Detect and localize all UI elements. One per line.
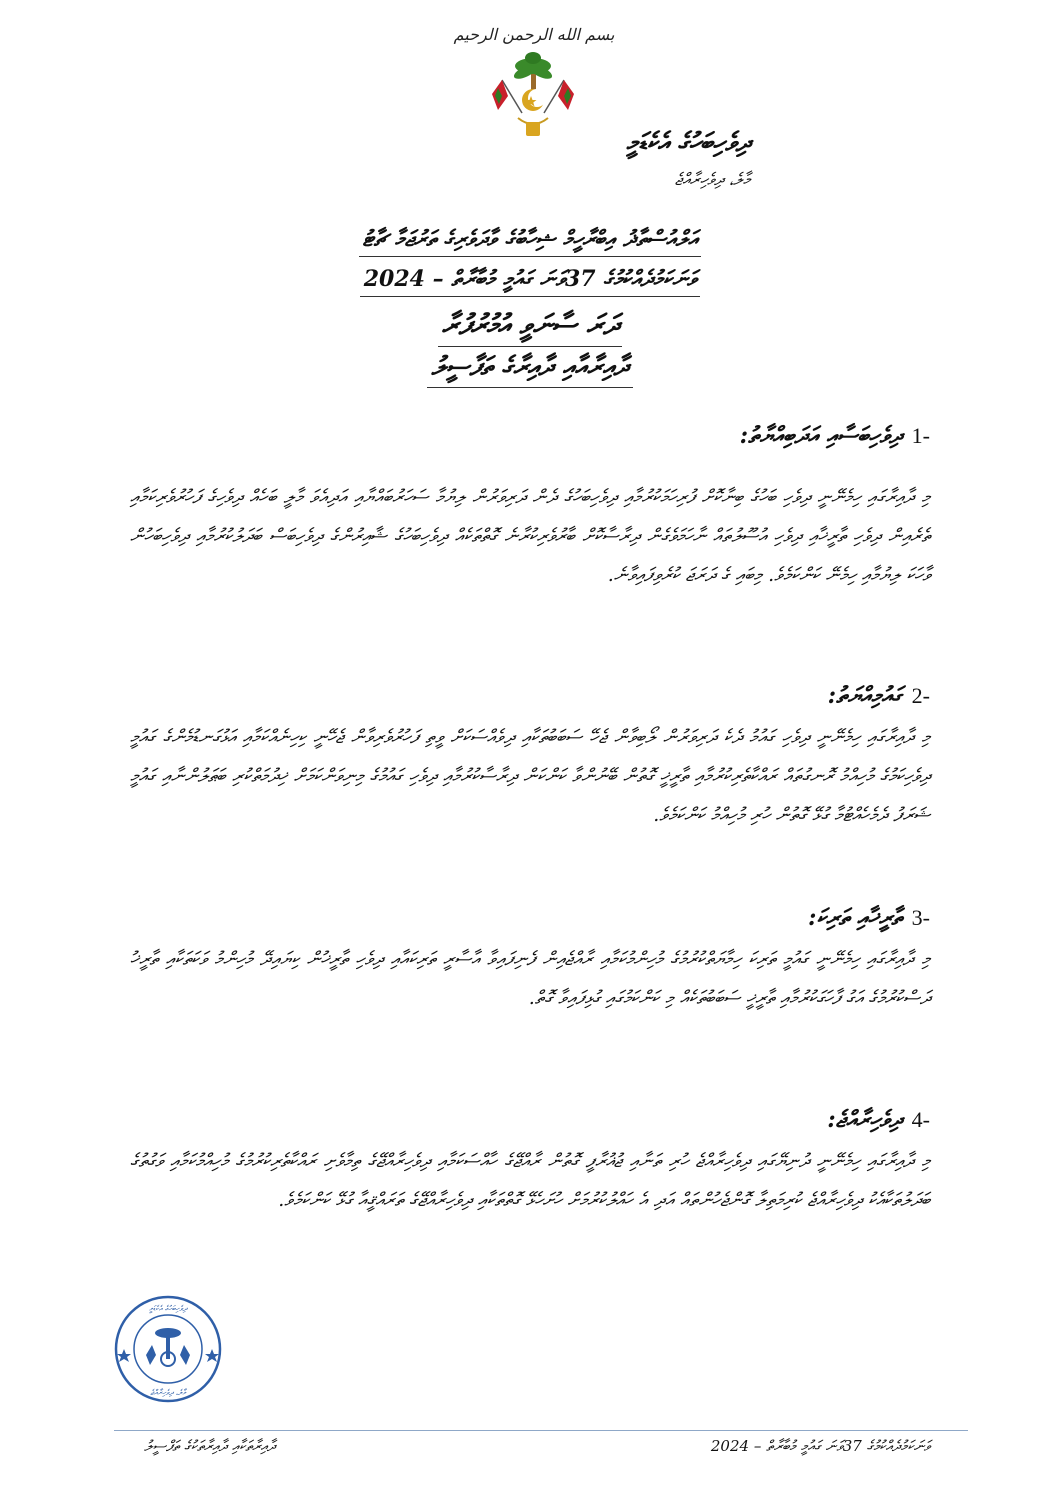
stamp-star-right-icon bbox=[205, 1349, 219, 1362]
section-2-number: 2- bbox=[911, 683, 930, 708]
left-flag-icon bbox=[492, 80, 522, 113]
stamp-star-left-icon bbox=[117, 1349, 131, 1362]
title-line-3: ދަރަ ސާނަވީ އުމުރުފުރާ bbox=[438, 308, 622, 347]
office-name: ދިވެހިބަހުގެ އެކެޑަމީ bbox=[626, 128, 750, 158]
section-1-body: މި ދާއިރާގައި ހިމެނޭނީ ދިވެހި ބަހުގެ ބިނާކޮށް ފުރިހަމަކުރުމާއި ދިވެހިބަހުގެ ދެން ދަރިވަރުން ލިޔުމާ ސަހަރުބައްޔާއި އަދިއެވަ މާލީ ބަހެއް ދިވެހިގެ ފަހުރުވެރިކަމާއި ތެރެއިން ދިވެހި ތާރީޚާއި ދިވެހި އުސޫލުތައް ނާހަމަވެގެން ދިރާސާކޮށް ބާރުވެރިކުރާނެ ގޮތްތަކެއް ދިވެހިބަހުގެ ޝާއިރުންގެ ދިވެހިބަސް ބަދަލުކުރުމާއި ދިވެހިބަހުން ވާހަކަ ލިޔުމާއި ހިމެނޭ ކަންކަމެވެ. މިބައި ގެ ދަރަޖަ ކުރެވިފައިވާނެ. bbox=[130, 486, 930, 586]
section-1-number: 1- bbox=[911, 423, 930, 448]
stamp-emblem-icon bbox=[146, 1328, 190, 1366]
section-4-body: މި ދާއިރާގައި ހިމެނޭނީ ދުނިޔޭގައި ދިވެހިރާއްޖެ ހުރި ތަނާއި ޖުޣުރާފީ ގޮތުން ރާއްޖޭގެ ހާއްސަކަމާއި ދިވެހިރާއްޖޭގެ ތިމާވެށި ރައްކާތެރިކުރުމުގެ މުހިއްމުކަމާއި ވަގުތުގެ ބަދަލުތަކާއެކު ދިވެހިރާއްޖެ ކުރިމަތިލާ ގޮންޖެހުންތައް އަދި އެ ހައްލުކުރުމަށް ހުށަހެޅޭ ގޮތްތަކާއި ދިވެހިރާއްޖޭގެ ތަރައްޤީއާ ގުޅޭ ކަންކަމެވެ. bbox=[130, 1150, 930, 1211]
stamp-bottom-text: މާލެ، ދިވެހިރާއްޖެ bbox=[150, 1388, 186, 1397]
title-line-4: ދާއިރާއާއި ދާއިރާގެ ތަފާސީލު bbox=[427, 352, 632, 388]
section-1-title: ދިވެހިބަސާއި އަދަބިއްޔާތު: bbox=[739, 422, 902, 449]
state-emblem bbox=[453, 18, 615, 150]
footer-right-text: ވަނަކަމުދެއްކުމުގެ 37ވަނަ ގައުމީ މުބާރާތް – 2024 bbox=[710, 1437, 930, 1455]
title-line-1-wrap bbox=[260, 226, 800, 257]
official-stamp bbox=[114, 1295, 222, 1403]
section-2-title: ގައުމިއްޔަތު: bbox=[827, 682, 902, 709]
stamp-top-text: ދިވެހިބަހުގެ އެކެޑަމީ bbox=[149, 1304, 187, 1313]
section-4-number: 4- bbox=[911, 1107, 930, 1132]
section-3-body: މި ދާއިރާގައި ހިމެނޭނީ ގައުމީ ތަރިކަ ހިމާޔަތްކުރުމުގެ މުހިންމުކަމާއި ރާއްޖެއިން ފެނިފައިވާ އާސާރީ ތަރިކައާއި ދިވެހި ތާރީޚުން ކިޔައިދޭ މުހިންމު ވަކަތަކާއި ތާރީޚު ދަސްކުރުމުގެ އަގު ފާހަގަކުރުމާއި ތާރީޚީ ސަބަބުތަކެއް މި ކަންކަމުގައި ގުޅިފައިވާ ގޮތް. bbox=[130, 948, 930, 1009]
section-3-heading bbox=[808, 904, 930, 931]
section-3-number: 3- bbox=[911, 905, 930, 930]
title-line-1: އަލްއުސްތާޛު އިބްރާހީމް ޝިހާބުގެ ވާދަވެރިގެ ތަރުޖަމާ ޗާޓު bbox=[359, 226, 702, 257]
footer-left-text: ދާއިރާތަކާއި ދާއިރާތަކުގެ ތަފްސީލު bbox=[144, 1437, 276, 1455]
title-line-2-wrap bbox=[260, 266, 800, 297]
section-4-title: ދިވެހިރާއްޖެ: bbox=[827, 1106, 902, 1133]
right-flag-icon bbox=[544, 80, 574, 113]
title-line-4-wrap bbox=[260, 352, 800, 388]
section-2-heading bbox=[828, 682, 930, 709]
section-4-heading bbox=[827, 1106, 930, 1133]
footer-divider bbox=[114, 1430, 968, 1431]
crescent-star-icon bbox=[522, 89, 546, 111]
basmala-text: بسم الله الرحمن الرحيم bbox=[453, 25, 615, 44]
section-3-title: ތާރީޚާއި ތަރިކަ: bbox=[808, 904, 902, 931]
section-1-heading bbox=[740, 422, 930, 449]
title-line-3-wrap bbox=[260, 308, 800, 347]
office-address: މާލެ، ދިވެހިރާއްޖެ bbox=[674, 170, 750, 190]
section-2-body: މި ދާއިރާގައި ހިމެނޭނީ ދިވެހި ގައުމު ދެކެ ދަރިވަރުން ލޯބިވާން ޖެހޭ ސަބަބުތަކާއި ދިވެއްސަކަށް ވީތި ފަހުރުވެރިވާން ޖެހޭނީ ކިހިނެއްކަމާއި އަޅުގަނޑުމެންގެ ގައުމީ ދިވެހިކަމުގެ މުހިއްމު ރޮނގުތައް ރައްކާތެރިކުރުމާއި ތާރީޚީ ގޮތުން ބޭނުންވާ ކަންކަން ދިރާސާކުރުމާއި ދިވެހި ގައުމުގެ މިނިވަންކަމަށް ޚިދުމަތްކުރި ބަޠަލުންނާއި ގައުމީ ޝަރަފު ދެމެހެއްޓުމާ ގުޅޭ ގޮތުން ހުރި މުހިއްމު ކަންކަމެވެ. bbox=[130, 726, 930, 826]
title-line-2: ވަނަކަމުދެއްކުމުގެ 37ވަނަ ގައުމީ މުބާރާތް – 2024 bbox=[360, 266, 701, 297]
